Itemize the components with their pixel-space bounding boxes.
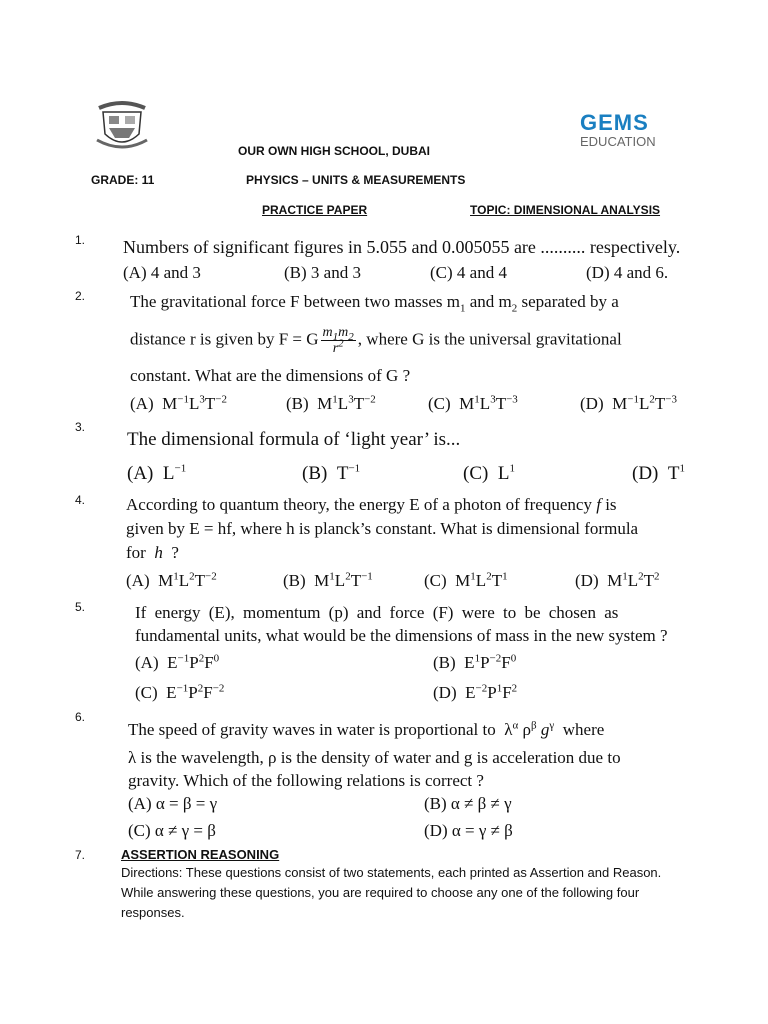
question-4-line-2: given by E = hf, where h is planck’s constant. What is dimensional formula — [126, 519, 639, 538]
question-6-line-2: λ is the wavelength, ρ is the density of water and g is acceleration due to — [128, 748, 621, 767]
q2-option-a: (A) $M^{-1}L^3T^{-2}$ — [130, 393, 227, 413]
q1-option-a: (A) 4 and 3 — [123, 263, 201, 282]
question-3-text: The dimensional formula of ‘light year’ is... — [127, 429, 461, 450]
q1-option-d: (D) 4 and 6. — [586, 263, 669, 282]
school-crest-logo — [93, 98, 151, 153]
q6-option-b: (B) α ≠ β ≠ γ — [424, 794, 512, 813]
q5-option-c: (C) $E^{-1}P^2F^{-2}$ — [135, 682, 225, 702]
q5-option-d: (D) $E^{-2}P^1F^2$ — [433, 682, 518, 702]
q4-option-c: (C) $M^1L^2T^1$ — [424, 570, 508, 590]
assertion-reasoning-title: ASSERTION REASONING — [121, 847, 280, 862]
question-number: 5. — [75, 600, 86, 614]
topic-title: TOPIC: DIMENSIONAL ANALYSIS — [470, 203, 661, 217]
question-number: 2. — [75, 289, 86, 303]
grade-label: GRADE: 11 — [91, 173, 155, 187]
q5-option-b: (B) $E^1P^{-2}F^0$ — [433, 652, 517, 672]
q3-option-c: (C) $L^1$ — [463, 462, 515, 484]
question-5-line-2: fundamental units, what would be the dimensions of mass in the new system ? — [135, 626, 668, 645]
subject-label: PHYSICS – UNITS & MEASUREMENTS — [246, 173, 466, 187]
q6-option-c: (C) α ≠ γ = β — [128, 821, 216, 840]
question-6-line-1: The speed of gravity waves in water is proportional to $\lambda^\alpha$ $\rho^\beta$ $g^\gamma$ where — [128, 719, 605, 739]
q3-option-a: (A) $L^{-1}$ — [127, 462, 187, 484]
q6-option-d: (D) α = γ ≠ β — [424, 821, 513, 840]
q4-option-a: (A) $M^1L^2T^{-2}$ — [126, 570, 217, 590]
q4-option-b: (B) $M^1L^2T^{-1}$ — [283, 570, 373, 590]
q2-option-c: (C) $M^1L^3T^{-3}$ — [428, 393, 518, 413]
gems-logo-brand: GEMS — [580, 110, 649, 135]
gems-education-logo — [580, 112, 660, 152]
question-number: 7. — [75, 848, 86, 862]
q3-option-b: (B) $T^{-1}$ — [302, 462, 361, 484]
question-4-line-1: According to quantum theory, the energy E of a photon of frequency f is — [126, 495, 617, 514]
question-2-line-1: The gravitational force F between two masses $m_1$ and $m_2$ separated by a — [130, 292, 619, 315]
assertion-directions-line-2: While answering these questions, you are required to choose any one of the following four — [121, 885, 640, 900]
question-4-line-3: for h ? — [126, 543, 179, 562]
assertion-directions-line-1: Directions: These questions consist of two statements, each printed as Assertion and Reason. — [121, 865, 662, 880]
gravity-formula-fraction: $\frac{m_1m_2}{r^2}$ — [322, 325, 354, 356]
question-2-line-3: constant. What are the dimensions of G ? — [130, 366, 411, 385]
paper-title: PRACTICE PAPER — [262, 203, 368, 217]
question-2-line-2: distance r is given by F = G $\frac{m_1m_2}{r^2}$ , where G is the universal gravitational — [130, 325, 622, 356]
q2-option-b: (B) $M^1L^3T^{-2}$ — [286, 393, 376, 413]
question-number: 3. — [75, 420, 86, 434]
q1-option-b: (B) 3 and 3 — [284, 263, 361, 282]
q5-option-a: (A) $E^{-1}P^2F^0$ — [135, 652, 220, 672]
q1-option-c: (C) 4 and 4 — [430, 263, 507, 282]
q2-option-d: (D) $M^{-1}L^2T^{-3}$ — [580, 393, 677, 413]
q6-option-a: (A) α = β = γ — [128, 794, 218, 813]
q3-option-d: (D) $T^1$ — [632, 462, 685, 484]
question-1-text: Numbers of significant figures in 5.055 and 0.005055 are .......... respectively. — [123, 237, 681, 257]
assertion-directions-line-3: responses. — [121, 905, 185, 920]
q4-option-d: (D) $M^1L^2T^2$ — [575, 570, 660, 590]
question-6-line-3: gravity. Which of the following relations is correct ? — [128, 771, 484, 790]
question-number: 4. — [75, 493, 86, 507]
gems-logo-sub: EDUCATION — [580, 134, 656, 149]
question-5-line-1: If energy (E), momentum (p) and force (F) were to be chosen as — [135, 603, 619, 622]
school-name: OUR OWN HIGH SCHOOL, DUBAI — [238, 144, 430, 158]
question-number: 1. — [75, 233, 86, 247]
question-number: 6. — [75, 710, 86, 724]
